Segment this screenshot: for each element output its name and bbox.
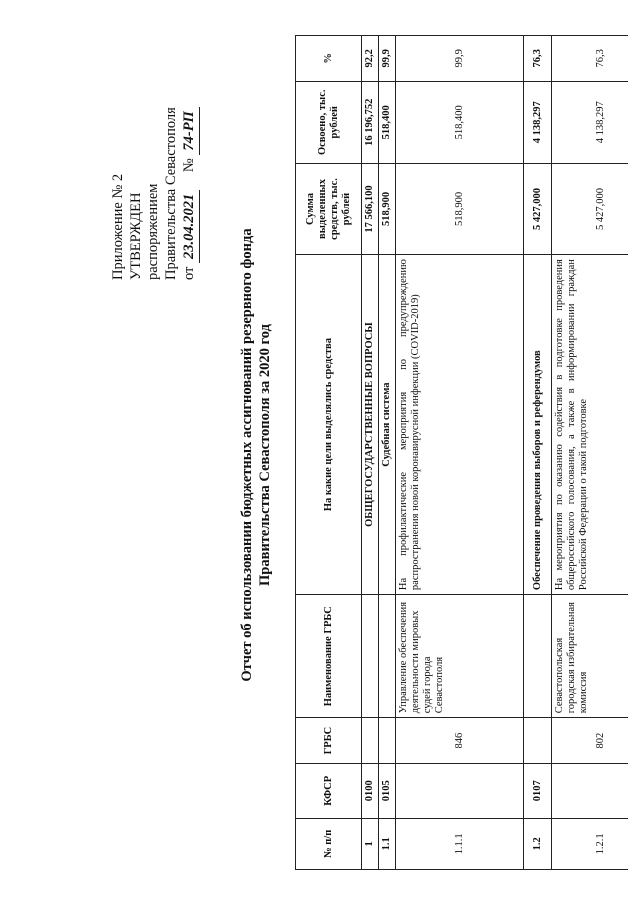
header-num: № п/п	[296, 818, 362, 869]
cell-spent: 16 196,752	[362, 81, 379, 163]
cell-grbs: 802	[552, 718, 628, 764]
cell-kfsr	[396, 763, 524, 818]
date-prefix: от	[181, 266, 197, 280]
order-label: распоряжением	[145, 183, 161, 280]
cell-purpose: На профилактические мероприятия по предупреждению распространения новой коронавирусной инфекции (COVID-2019)	[396, 255, 524, 595]
report-table	[295, 35, 628, 870]
cell-spent: 518,400	[396, 81, 524, 163]
cell-name	[524, 595, 552, 718]
date-line	[181, 40, 200, 280]
cell-grbs	[524, 718, 552, 764]
document-title	[238, 135, 274, 775]
table-row	[396, 36, 524, 870]
cell-name: Севастопольская городская избирательная комиссия	[552, 595, 628, 718]
cell-allocated: 5 427,000	[552, 163, 628, 254]
government-label: Правительства Севастополя	[162, 107, 179, 280]
header-spent: Освоено, тыс. рублей	[296, 81, 362, 163]
cell-percent: 99,9	[379, 36, 396, 82]
cell-allocated: 17 566,100	[362, 163, 379, 254]
cell-allocated: 518,900	[396, 163, 524, 254]
cell-spent: 4 138,297	[524, 81, 552, 163]
header-kfsr: КФСР	[296, 763, 362, 818]
header-percent: %	[296, 36, 362, 82]
cell-num: 1.1	[379, 818, 396, 869]
cell-percent: 92,2	[362, 36, 379, 82]
cell-num: 1	[362, 818, 379, 869]
table-row	[524, 36, 552, 870]
cell-grbs: 846	[396, 718, 524, 764]
header-grbs: ГРБС	[296, 718, 362, 764]
cell-purpose: ОБЩЕГОСУДАРСТВЕННЫЕ ВОПРОСЫ	[362, 255, 379, 595]
cell-spent: 518,400	[379, 81, 396, 163]
header-row	[296, 36, 362, 870]
cell-kfsr	[552, 763, 628, 818]
number-prefix: №	[181, 158, 197, 173]
cell-name	[379, 595, 396, 718]
handwritten-date: 23.04.2021	[181, 190, 200, 263]
header-allocated: Сумма выделенных средств, тыс. рублей	[296, 163, 362, 254]
cell-grbs	[379, 718, 396, 764]
cell-allocated: 518,900	[379, 163, 396, 254]
cell-spent: 4 138,297	[552, 81, 628, 163]
approved-label: УТВЕРЖДЕН	[127, 192, 144, 280]
appendix-number: Приложение № 2	[110, 173, 126, 280]
header-purpose: На какие цели выделялись средства	[296, 255, 362, 595]
table-row	[552, 36, 628, 870]
cell-percent: 76,3	[524, 36, 552, 82]
cell-kfsr: 0100	[362, 763, 379, 818]
cell-kfsr: 0107	[524, 763, 552, 818]
cell-allocated: 5 427,000	[524, 163, 552, 254]
cell-num: 1.2.1	[552, 818, 628, 869]
cell-kfsr: 0105	[379, 763, 396, 818]
cell-num: 1.2	[524, 818, 552, 869]
approval-block	[110, 40, 200, 280]
table-row	[362, 36, 379, 870]
header-name: Наименование ГРБС	[296, 595, 362, 718]
cell-name	[362, 595, 379, 718]
title-line-1: Отчет об использовании бюджетных ассигнований резервного фонда	[239, 228, 255, 682]
cell-grbs	[362, 718, 379, 764]
cell-purpose: Судебная система	[379, 255, 396, 595]
cell-name: Управление обеспечения деятельности мировых судей города Севастополя	[396, 595, 524, 718]
cell-percent: 76,3	[552, 36, 628, 82]
table-row	[379, 36, 396, 870]
cell-purpose: Обеспечение проведения выборов и референдумов	[524, 255, 552, 595]
cell-purpose: На мероприятия по оказанию содействия в подготовке проведения общероссийского голосования, а также в информировании граждан Российской Федерации о такой подготовке	[552, 255, 628, 595]
cell-percent: 99,9	[396, 36, 524, 82]
handwritten-number: 74-РП	[181, 107, 200, 154]
title-line-2: Правительства Севастополя за 2020 год	[257, 324, 273, 586]
cell-num: 1.1.1	[396, 818, 524, 869]
